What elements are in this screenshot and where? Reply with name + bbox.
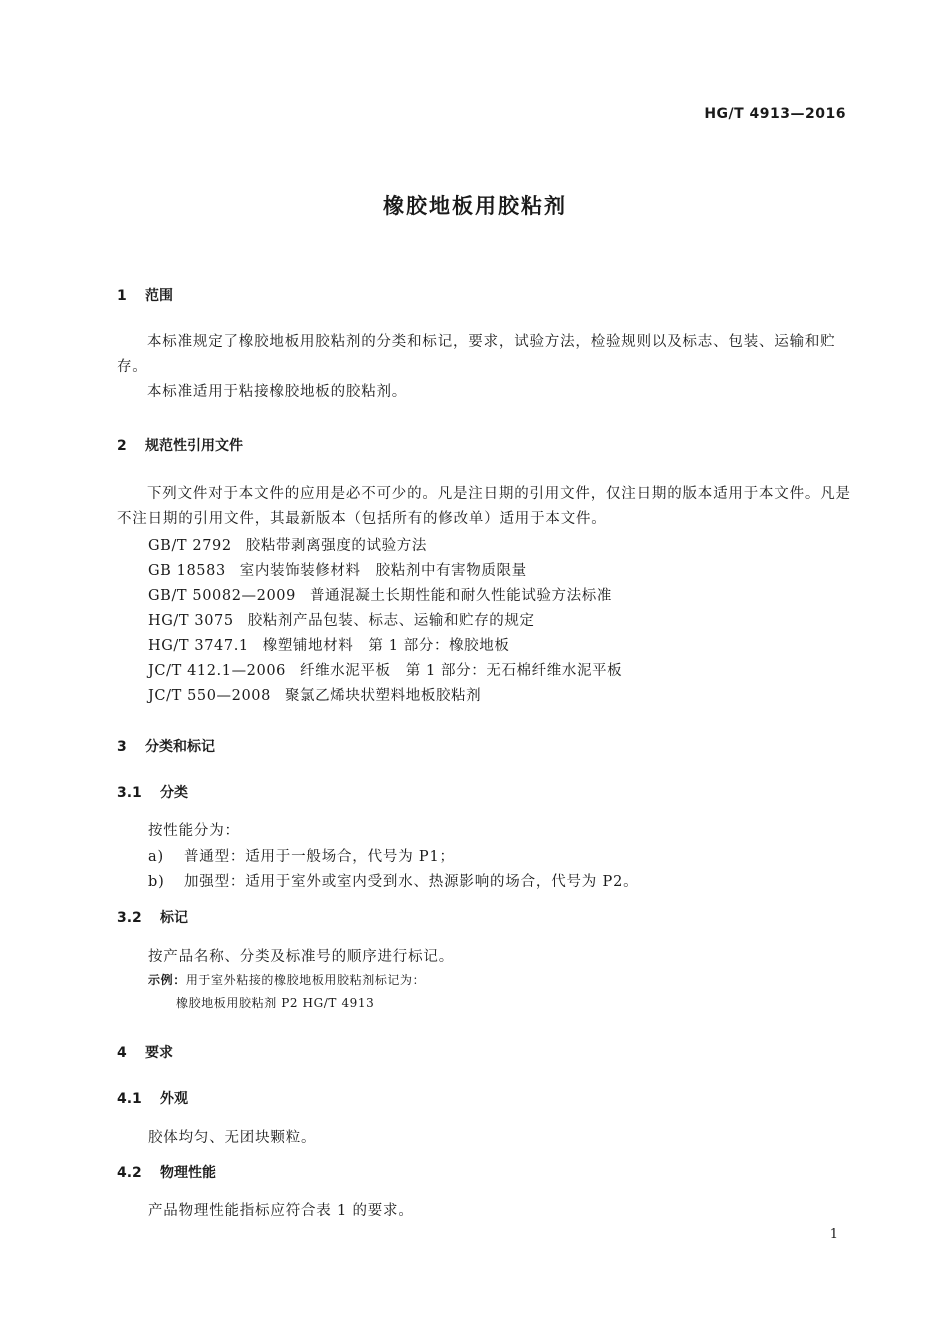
list-item	[148, 870, 638, 891]
section-title: 规范性引用文件	[145, 438, 243, 454]
section-title: 分类和标记	[145, 739, 215, 755]
section-title: 范围	[145, 288, 173, 304]
subsection-4-2-heading	[117, 1162, 216, 1182]
section-number: 1	[117, 288, 127, 304]
reference-code: GB/T 50082—2009	[148, 588, 296, 604]
reference-title: 室内装饰装修材料 胶粘剂中有害物质限量	[239, 563, 527, 579]
example	[148, 971, 425, 988]
reference-title: 聚氯乙烯块状塑料地板胶粘剂	[284, 688, 482, 704]
list-intro: 按性能分为：	[148, 823, 240, 839]
paragraph: 本标准规定了橡胶地板用胶粘剂的分类和标记，要求，试验方法，检验规则以及标志、包装、运输和贮存。	[117, 334, 836, 375]
reference-title: 纤维水泥平板 第 1 部分：无石棉纤维水泥平板	[300, 663, 623, 679]
reference-title: 胶粘带剥离强度的试验方法	[245, 538, 427, 554]
subsection-4-1-heading	[117, 1088, 188, 1108]
normative-reference	[148, 684, 481, 705]
example-label: 示例：	[148, 973, 186, 987]
normative-reference	[148, 559, 527, 580]
paragraph: 产品物理性能指标应符合表 1 的要求。	[148, 1203, 414, 1219]
normative-reference	[148, 659, 622, 680]
reference-title: 橡塑铺地材料 第 1 部分：橡胶地板	[262, 638, 510, 654]
list-item-text: 普通型：适用于一般场合，代号为 P1；	[184, 849, 455, 865]
normative-reference	[148, 534, 427, 555]
reference-code: HG/T 3747.1	[148, 638, 249, 654]
section-number: 3.1	[117, 785, 142, 801]
reference-code: JC/T 550—2008	[148, 688, 271, 704]
section-1-heading	[117, 285, 173, 305]
normative-reference	[148, 584, 612, 605]
reference-title: 普通混凝土长期性能和耐久性能试验方法标准	[309, 588, 612, 604]
section-title: 标记	[160, 910, 188, 926]
section-title: 要求	[145, 1045, 173, 1061]
list-marker: b)	[148, 874, 165, 890]
reference-title: 胶粘剂产品包装、标志、运输和贮存的规定	[247, 613, 535, 629]
reference-code: HG/T 3075	[148, 613, 234, 629]
list-item	[148, 845, 455, 866]
section-number: 4.1	[117, 1091, 142, 1107]
section-number: 2	[117, 438, 127, 454]
section-number: 4.2	[117, 1165, 142, 1181]
example-marking: 橡胶地板用胶粘剂 P2 HG/T 4913	[176, 996, 375, 1010]
reference-code: GB/T 2792	[148, 538, 232, 554]
document-title: 橡胶地板用胶粘剂	[383, 194, 567, 218]
reference-code: JC/T 412.1—2006	[148, 663, 286, 679]
paragraph: 胶体均匀、无团块颗粒。	[148, 1130, 317, 1146]
section-3-heading	[117, 736, 215, 756]
section-title: 分类	[160, 785, 188, 801]
page-number: 1	[829, 1227, 838, 1242]
section-2-heading	[117, 435, 243, 455]
section-number: 4	[117, 1045, 127, 1061]
normative-reference	[148, 609, 535, 630]
standard-code: HG/T 4913—2016	[704, 106, 846, 122]
section-title: 外观	[160, 1091, 188, 1107]
subsection-3-2-heading	[117, 907, 188, 927]
section-number: 3.2	[117, 910, 142, 926]
paragraph: 下列文件对于本文件的应用是必不可少的。凡是注日期的引用文件，仅注日期的版本适用于本文件。凡是不注日期的引用文件，其最新版本（包括所有的修改单）适用于本文件。	[117, 486, 851, 527]
subsection-3-1-heading	[117, 782, 188, 802]
section-number: 3	[117, 739, 127, 755]
list-marker: a)	[148, 849, 164, 865]
reference-code: GB 18583	[148, 563, 226, 579]
paragraph: 本标准适用于粘接橡胶地板的胶粘剂。	[147, 384, 408, 400]
normative-reference	[148, 634, 509, 655]
list-item-text: 加强型：适用于室外或室内受到水、热源影响的场合，代号为 P2。	[184, 874, 639, 890]
example-text: 用于室外粘接的橡胶地板用胶粘剂标记为：	[185, 973, 426, 987]
paragraph: 按产品名称、分类及标准号的顺序进行标记。	[148, 949, 454, 965]
section-title: 物理性能	[160, 1165, 216, 1181]
section-4-heading	[117, 1042, 173, 1062]
